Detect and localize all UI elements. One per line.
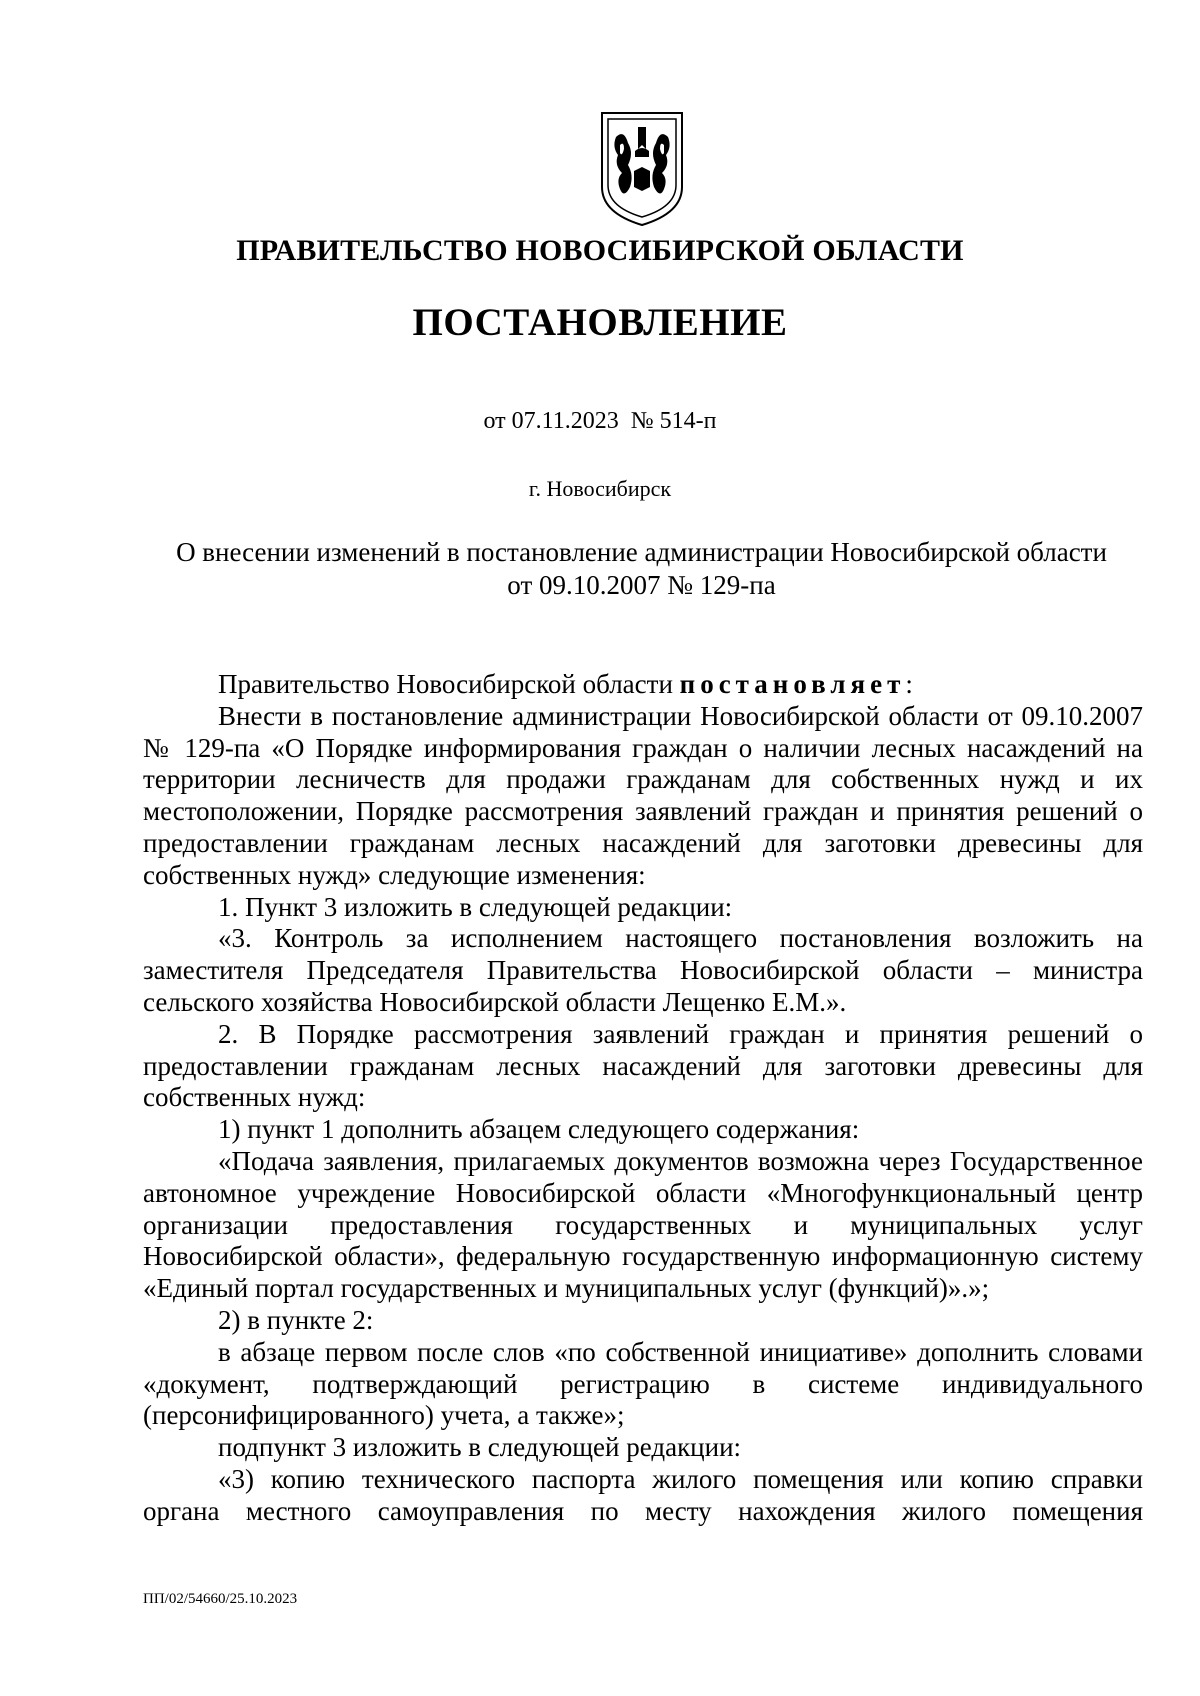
preamble-end: :: [905, 669, 913, 699]
document-subject: [140, 536, 1143, 602]
city: г. Новосибирск: [528, 476, 672, 501]
paragraph-item-2: 2. В Порядке рассмотрения заявлений граждан и принятия решений о предоставлении гражданам лесных насаждений для заготовки древесины для собственных нужд:: [143, 1018, 1143, 1113]
paragraph-item-3-text: «3. Контроль за исполнением настоящего постановления возложить на заместителя Председателя Правительства Новосибирской области – министра сельского хозяйства Новосибирской области Лещенко Е.М.».: [143, 923, 1143, 1017]
organization-title: ПРАВИТЕЛЬСТВО НОВОСИБИРСКОЙ ОБЛАСТИ: [236, 234, 964, 267]
coat-of-arms-icon: [598, 109, 686, 229]
preamble-verb: постановляет: [679, 669, 906, 699]
document-body: [143, 669, 1143, 1528]
paragraph-application-submission: «Подача заявления, прилагаемых документов возможна через Государственное автономное учреждение Новосибирской области «Многофункциональный центр организации предоставления государственных и муниципальных услуг Новосибирской области», федеральную государственную информационную систему «Единый портал государственных и муниципальных услуг (функций)».»;: [143, 1145, 1143, 1304]
subject-line-2: от 09.10.2007 № 129-па: [507, 570, 776, 600]
document-code-footer: ПП/02/54660/25.10.2023: [143, 1591, 298, 1607]
paragraph-item-1: 1. Пункт 3 изложить в следующей редакции:: [218, 891, 733, 922]
subject-line-1: О внесении изменений в постановление администрации Новосибирской области: [176, 537, 1107, 567]
date-and-number: от 07.11.2023 № 514-п: [483, 408, 717, 434]
document-type-title: ПОСТАНОВЛЕНИЕ: [412, 301, 788, 344]
paragraph-first-clause: в абзаце первом после слов «по собственной инициативе» дополнить словами «документ, подтверждающий регистрацию в системе индивидуального (персонифицированного) учета, а также»;: [143, 1336, 1143, 1431]
preamble: [143, 669, 1143, 701]
paragraph-technical-passport: «3) копию технического паспорта жилого помещения или копию справки органа местного самоуправления по месту нахождения жилого помещения: [143, 1463, 1143, 1526]
paragraph-subpoint-3: подпункт 3 изложить в следующей редакции:: [218, 1432, 742, 1463]
paragraph-subitem-2: 2) в пункте 2:: [218, 1304, 374, 1335]
paragraph-introduce-changes: Внести в постановление администрации Новосибирской области от 09.10.2007 № 129-па «О Порядке информирования граждан о наличии лесных насаждений на территории лесничеств для продажи гражданам для собственных нужд и их местоположении, Порядке рассмотрения заявлений граждан и принятия решений о предоставлении гражданам лесных насаждений для заготовки древесины для собственных нужд» следующие изменения:: [143, 700, 1143, 890]
preamble-text: Правительство Новосибирской области: [218, 669, 680, 699]
paragraph-subitem-1: 1) пункт 1 дополнить абзацем следующего содержания:: [218, 1114, 860, 1145]
